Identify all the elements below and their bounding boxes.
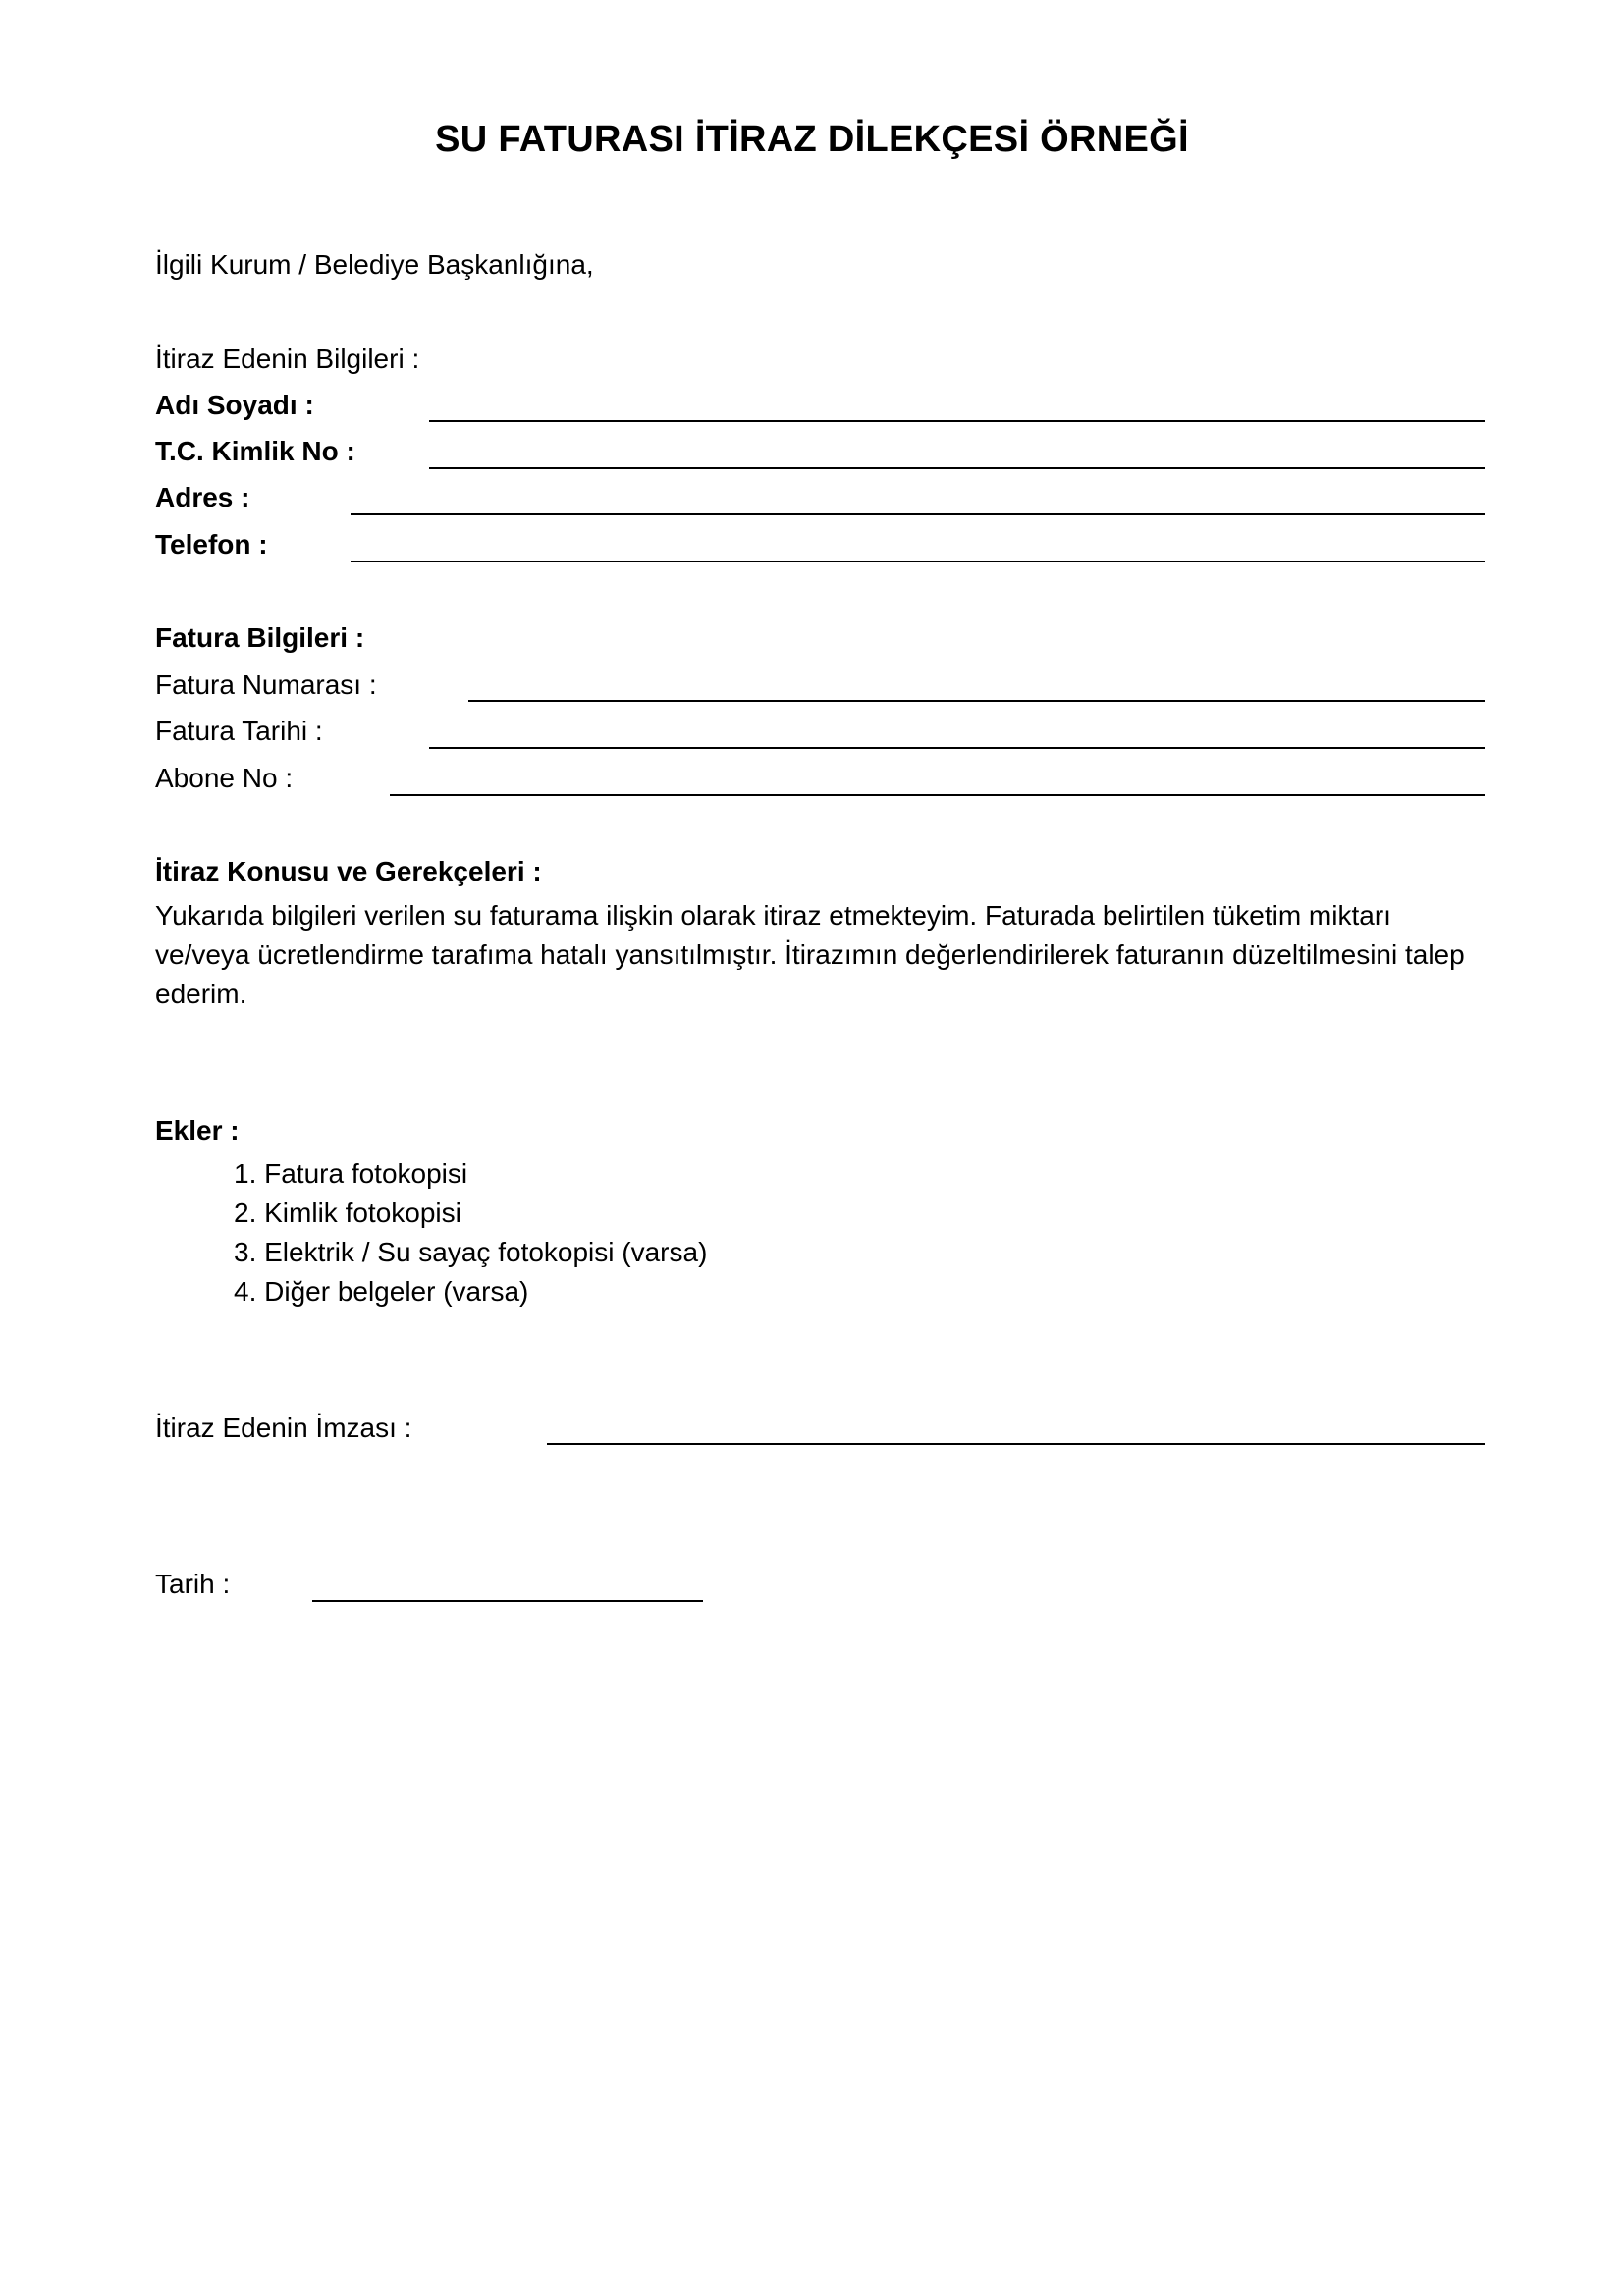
date-label: Tarih : (155, 1569, 231, 1599)
phone-field-line[interactable] (351, 561, 1485, 562)
invoice-number-label: Fatura Numarası : (155, 669, 377, 700)
invoice-heading: Fatura Bilgileri : (155, 622, 365, 653)
attachment-item: 2. Kimlik fotokopisi (234, 1198, 461, 1228)
subscriber-number-field-line[interactable] (390, 794, 1485, 796)
invoice-date-field-line[interactable] (429, 747, 1485, 749)
objection-body: Yukarıda bilgileri verilen su faturama ilişkin olarak itiraz etmekteyim. Faturada belirtilen tüketim miktarı ve/veya ücretlendirme tarafıma hatalı yansıtılmıştır. İtirazımın değerlendirilerek faturanın düzeltilmesini talep ederim. (155, 900, 1465, 1009)
signature-field-line[interactable] (547, 1443, 1485, 1445)
attachment-item: 1. Fatura fotokopisi (234, 1158, 468, 1189)
addressee: İlgili Kurum / Belediye Başkanlığına, (155, 249, 594, 280)
signature-label: İtiraz Edenin İmzası : (155, 1413, 412, 1443)
subscriber-number-label: Abone No : (155, 763, 294, 793)
document-title: SU FATURASI İTİRAZ DİLEKÇESİ ÖRNEĞİ (435, 119, 1189, 160)
name-label: Adı Soyadı : (155, 390, 314, 420)
date-field-line[interactable] (312, 1600, 703, 1602)
name-field-line[interactable] (429, 420, 1485, 422)
invoice-date-label: Fatura Tarihi : (155, 716, 323, 746)
address-field-line[interactable] (351, 513, 1485, 515)
attachments-list (234, 1154, 707, 1311)
phone-label: Telefon : (155, 529, 268, 560)
objection-heading: İtiraz Konusu ve Gerekçeleri : (155, 856, 542, 886)
address-label: Adres : (155, 482, 250, 512)
id-number-field-line[interactable] (429, 467, 1485, 469)
attachment-item: 3. Elektrik / Su sayaç fotokopisi (varsa) (234, 1237, 708, 1267)
attachments-heading: Ekler : (155, 1115, 240, 1146)
applicant-heading: İtiraz Edenin Bilgileri : (155, 344, 420, 374)
id-number-label: T.C. Kimlik No : (155, 436, 355, 466)
invoice-number-field-line[interactable] (468, 700, 1485, 702)
attachment-item: 4. Diğer belgeler (varsa) (234, 1276, 529, 1307)
